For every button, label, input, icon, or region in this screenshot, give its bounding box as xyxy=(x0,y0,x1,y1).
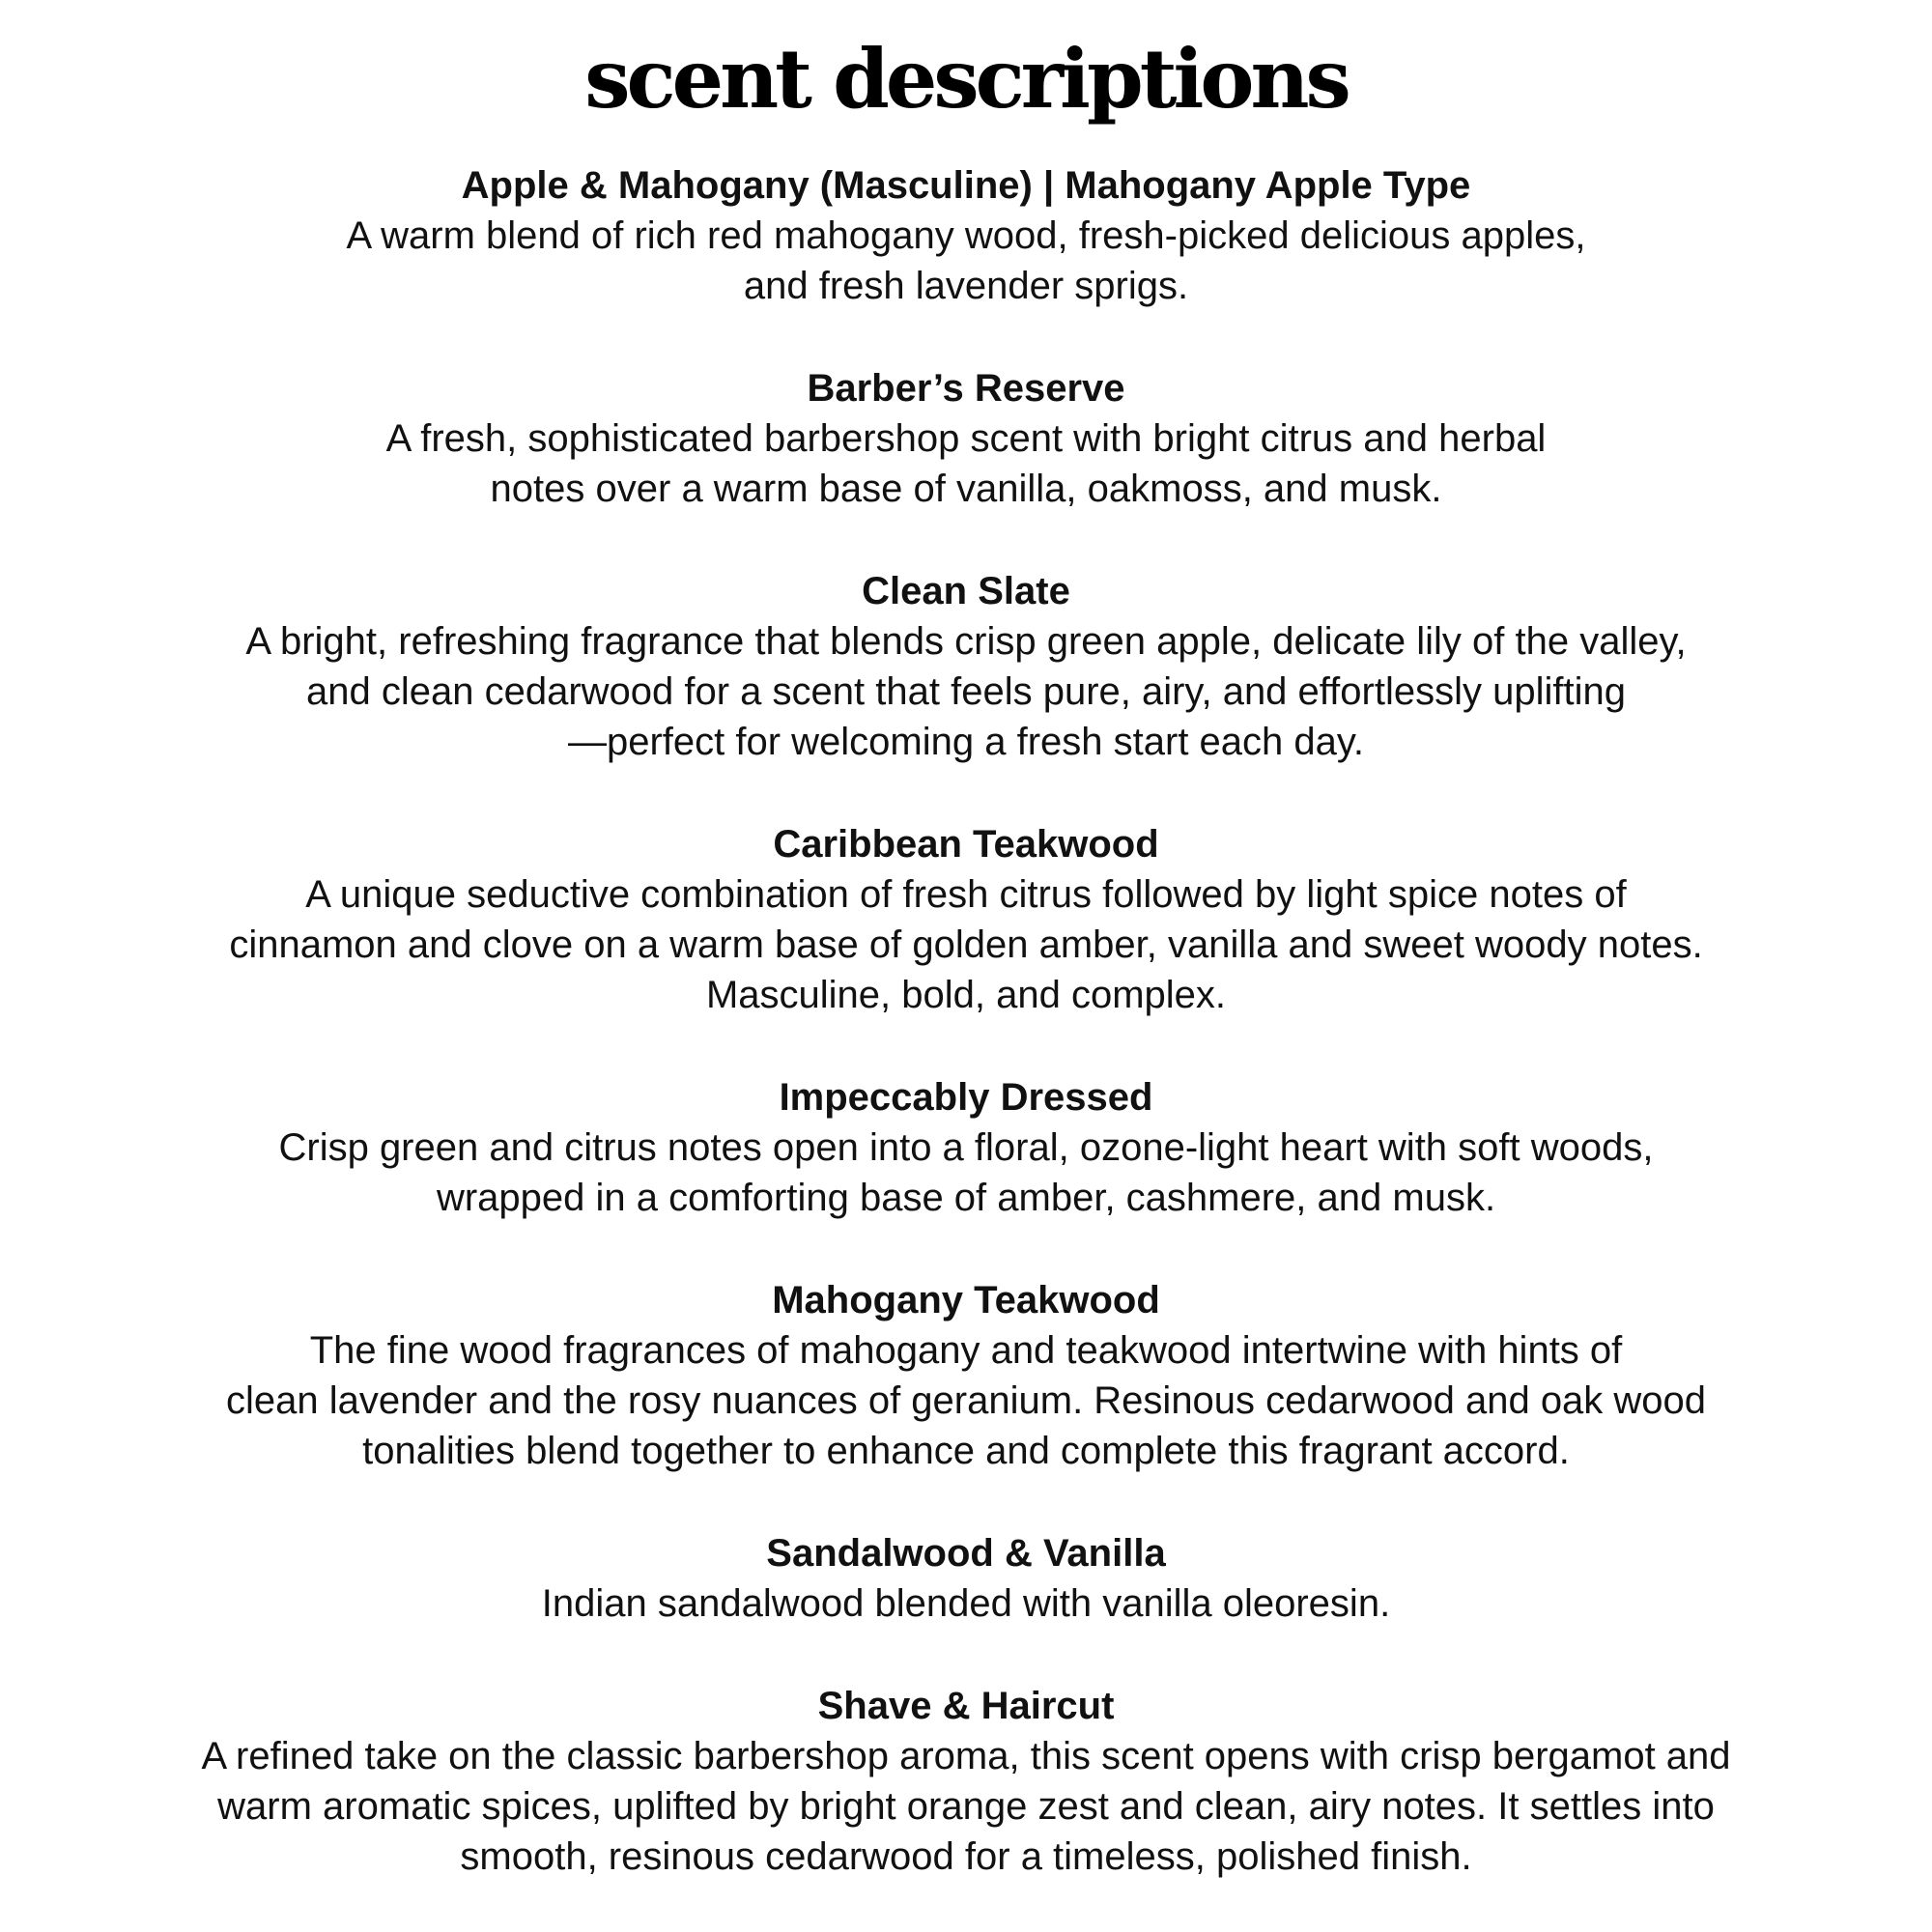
scent-description-line: A fresh, sophisticated barbershop scent with bright citrus and herbal xyxy=(385,417,1547,460)
scent-entry-impeccably-dressed xyxy=(0,1072,1932,1223)
scent-entry-apple-mahogany xyxy=(0,160,1932,311)
scent-list xyxy=(0,137,1932,1882)
scent-name: Caribbean Teakwood xyxy=(773,823,1159,866)
scent-description-line: and clean cedarwood for a scent that feels pure, airy, and effortlessly uplifting xyxy=(306,670,1626,713)
scent-name: Impeccably Dressed xyxy=(779,1076,1153,1119)
scent-description-line: warm aromatic spices, uplifted by bright orange zest and clean, airy notes. It settles into xyxy=(217,1785,1715,1828)
scent-entry-mahogany-teakwood xyxy=(0,1275,1932,1476)
scent-name: Shave & Haircut xyxy=(817,1685,1115,1727)
scent-name: Clean Slate xyxy=(862,570,1070,612)
scent-name: Apple & Mahogany (Masculine) | Mahogany Apple Type xyxy=(461,164,1471,207)
scent-name: Sandalwood & Vanilla xyxy=(766,1532,1166,1575)
scent-description-line: A unique seductive combination of fresh citrus followed by light spice notes of xyxy=(305,873,1627,916)
scent-description-line: A warm blend of rich red mahogany wood, fresh-picked delicious apples, xyxy=(346,214,1586,257)
scent-entry-barbers-reserve xyxy=(0,363,1932,514)
scent-description-line: Crisp green and citrus notes open into a floral, ozone-light heart with soft woods, xyxy=(278,1126,1654,1169)
scent-description-line: —perfect for welcoming a fresh start each day. xyxy=(567,721,1365,763)
scent-description-line: The fine wood fragrances of mahogany and teakwood intertwine with hints of xyxy=(309,1329,1623,1372)
scent-description-line: A bright, refreshing fragrance that blends crisp green apple, delicate lily of the valley, xyxy=(245,620,1687,663)
scent-description-line: and fresh lavender sprigs. xyxy=(743,265,1189,307)
scent-name: Barber’s Reserve xyxy=(807,367,1125,410)
scent-entry-clean-slate xyxy=(0,566,1932,767)
scent-entry-shave-haircut xyxy=(0,1681,1932,1882)
scent-description-line: A refined take on the classic barbershop aroma, this scent opens with crisp bergamot and xyxy=(201,1735,1731,1777)
scent-description-line: tonalities blend together to enhance and complete this fragrant accord. xyxy=(362,1430,1570,1472)
scent-description-line: cinnamon and clove on a warm base of golden amber, vanilla and sweet woody notes. xyxy=(229,923,1703,966)
scent-description-line: notes over a warm base of vanilla, oakmoss, and musk. xyxy=(490,468,1442,510)
scent-name: Mahogany Teakwood xyxy=(772,1279,1160,1321)
scent-entry-caribbean-teakwood xyxy=(0,819,1932,1020)
scent-entry-sandalwood-vanilla xyxy=(0,1528,1932,1629)
scent-description-line: Masculine, bold, and complex. xyxy=(705,974,1227,1016)
page-title: scent descriptions xyxy=(584,31,1348,127)
scent-description-line: smooth, resinous cedarwood for a timeless, polished finish. xyxy=(460,1835,1472,1878)
scent-description-line: clean lavender and the rosy nuances of geranium. Resinous cedarwood and oak wood xyxy=(225,1379,1707,1422)
scent-description-line: Indian sandalwood blended with vanilla oleoresin. xyxy=(541,1582,1391,1625)
scent-description-line: wrapped in a comforting base of amber, cashmere, and musk. xyxy=(436,1177,1496,1219)
